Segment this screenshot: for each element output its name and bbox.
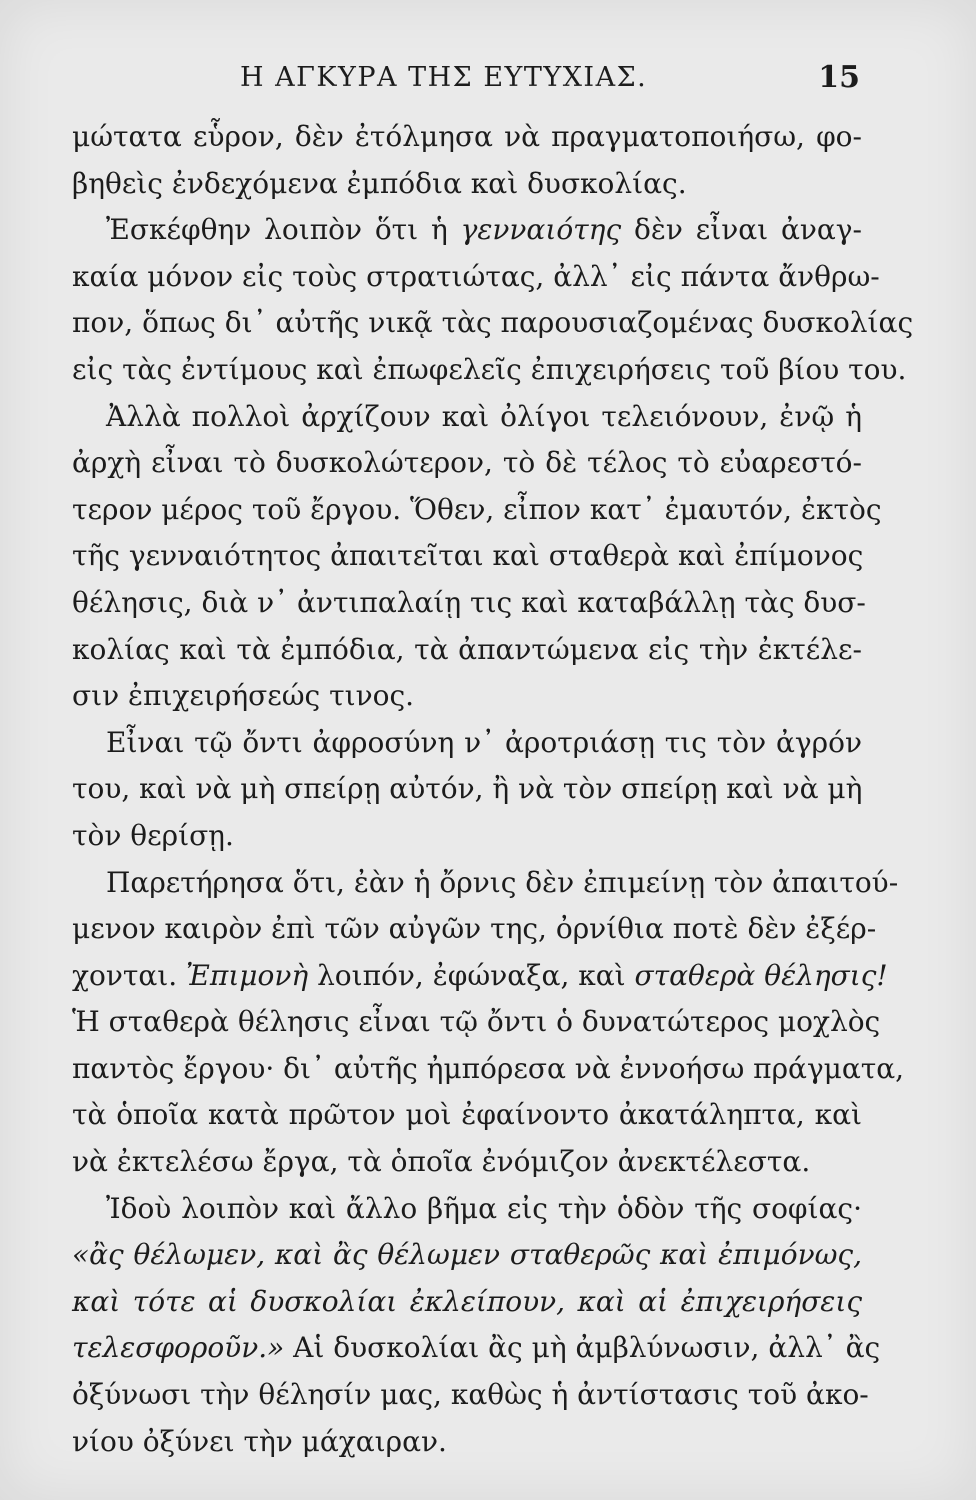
text-line: τῆς γενναιότητος ἀπαιτεῖται καὶ σταθερὰ καὶ ἐπίμονος — [72, 539, 864, 573]
text-line: καία μόνον εἰς τοὺς στρατιώτας, ἀλλ᾽ εἰς πάντα ἄνθρω- — [72, 259, 880, 293]
text-line: παντὸς ἔργου· δι᾽ αὐτῆς ἠμπόρεσα νὰ ἐννοήσω πράγματα, — [72, 1051, 905, 1085]
text-line: τὰ ὁποῖα κατὰ πρῶτον μοὶ ἐφαίνοντο ἀκατάληπτα, καὶ — [72, 1098, 862, 1132]
text-line: Ἐσκέφθην λοιπὸν ὅτι ἡ γενναιότης δὲν εἶναι ἀναγ- — [106, 213, 863, 247]
text-line: του, καὶ νὰ μὴ σπείρῃ αὐτόν, ἢ νὰ τὸν σπείρῃ καὶ νὰ μὴ — [72, 772, 863, 806]
text-line: εἰς τὰς ἐντίμους καὶ ἐπωφελεῖς ἐπιχειρήσεις τοῦ βίου του. — [72, 352, 907, 386]
text-line: Ἀλλὰ πολλοὶ ἀρχίζουν καὶ ὀλίγοι τελειόνουν, ἐνῷ ἡ — [106, 399, 862, 433]
text-line: «ἂς θέλωμεν, καὶ ἂς θέλωμεν σταθερῶς καὶ ἐπιμόνως, — [72, 1238, 862, 1272]
text-line: τελεσφοροῦν.» Αἱ δυσκολίαι ἂς μὴ ἀμβλύνωσιν, ἀλλ᾽ ἂς — [72, 1331, 881, 1365]
text-line: ὀξύνωσι τὴν θέλησίν μας, καθὼς ἡ ἀντίστασις τοῦ ἀκο- — [72, 1378, 869, 1412]
text-line: Ἡ σταθερὰ θέλησις εἶναι τῷ ὄντι ὁ δυνατώτερος μοχλὸς — [72, 1005, 881, 1039]
body-text — [72, 114, 914, 1465]
text-line: ἀρχὴ εἶναι τὸ δυσκολώτερον, τὸ δὲ τέλος τὸ εὐαρεστό- — [72, 446, 862, 480]
page-number: 15 — [818, 60, 860, 95]
text-line: κολίας καὶ τὰ ἐμπόδια, τὰ ἀπαντώμενα εἰς τὴν ἐκτέλε- — [72, 632, 862, 666]
text-line: πον, ὅπως δι᾽ αὐτῆς νικᾷ τὰς παρουσιαζομένας δυσκολίας — [72, 306, 914, 340]
text-line: τερον μέρος τοῦ ἔργου. Ὅθεν, εἶπον κατ᾽ ἐμαυτόν, ἐκτὸς — [72, 492, 882, 526]
text-line: Ἰδοὺ λοιπὸν καὶ ἄλλο βῆμα εἰς τὴν ὁδὸν τῆς σοφίας· — [106, 1191, 862, 1225]
page-header — [90, 62, 860, 102]
text-line: βηθεὶς ἐνδεχόμενα ἐμπόδια καὶ δυσκολίας. — [72, 166, 687, 200]
text-line: τὸν θερίσῃ. — [72, 818, 234, 852]
text-line: νίου ὀξύνει τὴν μάχαιραν. — [72, 1424, 447, 1458]
text-line: νὰ ἐκτελέσω ἔργα, τὰ ὁποῖα ἐνόμιζον ἀνεκτέλεστα. — [72, 1145, 811, 1179]
running-title: Η ΑΓΚΥΡΑ ΤΗΣ ΕΥΤΥΧΙΑΣ. — [240, 62, 648, 93]
text-line: σιν ἐπιχειρήσεώς τινος. — [72, 679, 415, 713]
text-line: μώτατα εὗρον, δὲν ἐτόλμησα νὰ πραγματοποιήσω, φο- — [72, 120, 862, 153]
text-line: Παρετήρησα ὅτι, ἐὰν ἡ ὄρνις δὲν ἐπιμείνῃ τὸν ἀπαιτού- — [106, 865, 899, 899]
text-line: καὶ τότε αἱ δυσκολίαι ἐκλείπουν, καὶ αἱ ἐπιχειρήσεις — [72, 1284, 862, 1318]
text-line: θέλησις, διὰ ν᾽ ἀντιπαλαίῃ τις καὶ καταβάλλῃ τὰς δυσ- — [72, 585, 866, 619]
text-line: χονται. Ἐπιμονὴ λοιπόν, ἐφώναξα, καὶ σταθερὰ θέλησις! — [72, 958, 888, 992]
text-line: μενον καιρὸν ἐπὶ τῶν αὐγῶν της, ὀρνίθια ποτὲ δὲν ἐξέρ- — [72, 912, 877, 946]
text-line: Εἶναι τῷ ὄντι ἀφροσύνη ν᾽ ἀροτριάσῃ τις τὸν ἀγρόν — [106, 725, 862, 759]
